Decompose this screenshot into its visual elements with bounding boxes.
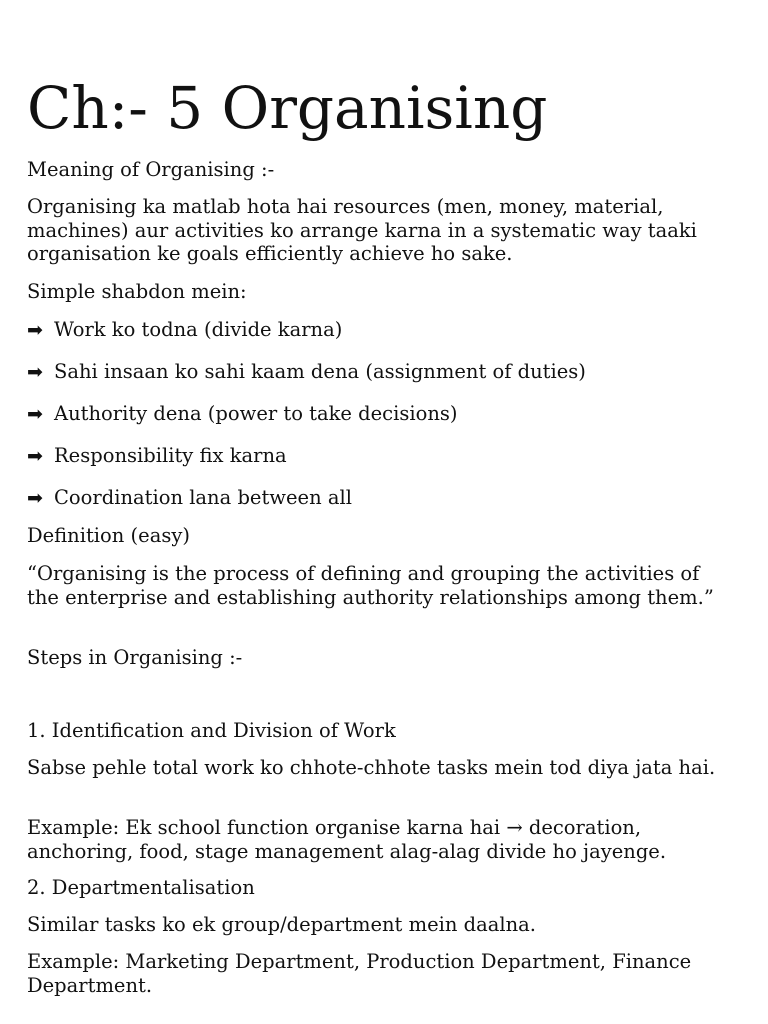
bullet-item [27, 486, 352, 511]
bullet-text: Authority dena (power to take decisions) [54, 402, 458, 425]
right-arrow-icon: ➡ [27, 403, 43, 425]
bullet-item [27, 444, 287, 469]
meaning-paragraph: Organising ka matlab hota hai resources (men, money, material, machines) aur activities ko arrange karna in a systematic way taaki organisation ke goals efficiently achieve ho sake. [27, 195, 697, 265]
right-arrow-icon: ➡ [27, 487, 43, 509]
step-2-text: Similar tasks ko ek group/department mein daalna. [27, 913, 536, 936]
step-2-example: Example: Marketing Department, Production Department, Finance Department. [27, 950, 692, 997]
bullet-text: Sahi insaan ko sahi kaam dena (assignment of duties) [54, 360, 586, 383]
meaning-heading: Meaning of Organising :- [27, 158, 275, 181]
simple-heading: Simple shabdon mein: [27, 280, 247, 303]
steps-heading: Steps in Organising :- [27, 646, 243, 669]
definition-quote: “Organising is the process of defining and grouping the activities of the enterprise and establishing authority relationships among them.” [27, 562, 714, 609]
bullet-item [27, 318, 342, 343]
definition-heading: Definition (easy) [27, 524, 190, 547]
step-2-heading: 2. Departmentalisation [27, 876, 255, 899]
right-arrow-icon: ➡ [27, 361, 43, 383]
bullet-text: Work ko todna (divide karna) [54, 318, 343, 341]
right-arrow-icon: ➡ [27, 319, 43, 341]
step-1-heading: 1. Identification and Division of Work [27, 719, 396, 742]
step-1-example: Example: Ek school function organise karna hai → decoration, anchoring, food, stage management alag-alag divide ho jayenge. [27, 816, 667, 863]
bullet-item [27, 402, 458, 427]
bullet-text: Coordination lana between all [54, 486, 352, 509]
step-1-text: Sabse pehle total work ko chhote-chhote tasks mein tod diya jata hai. [27, 756, 716, 779]
page-title: Ch:- 5 Organising [27, 74, 548, 142]
bullet-text: Responsibility fix karna [54, 444, 287, 467]
right-arrow-icon: ➡ [27, 445, 43, 467]
bullet-item [27, 360, 586, 385]
